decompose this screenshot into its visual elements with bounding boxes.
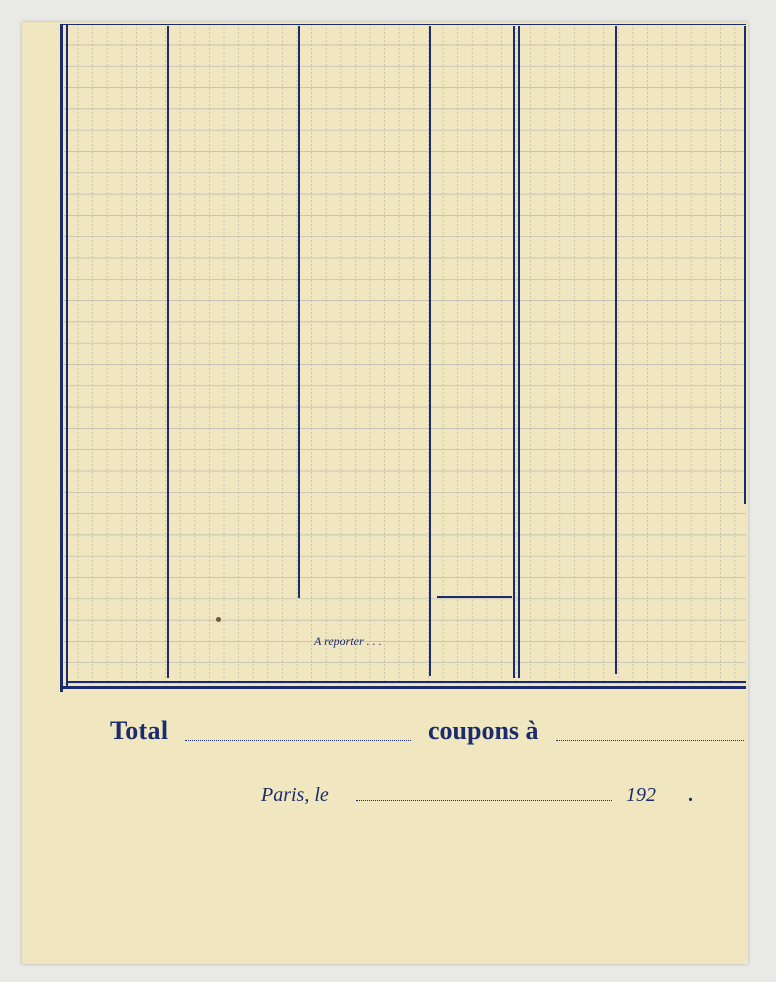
year-label: 192 bbox=[626, 784, 656, 806]
bottom-border-inner bbox=[66, 681, 746, 683]
left-border-outer bbox=[60, 24, 63, 692]
total-label: Total bbox=[110, 716, 169, 745]
bottom-border-outer bbox=[60, 686, 746, 689]
coupons-label: coupons à bbox=[428, 716, 539, 745]
column-rule-3 bbox=[429, 26, 431, 676]
closing-period: . bbox=[688, 784, 693, 806]
column-rule-2 bbox=[298, 26, 300, 598]
coupons-field[interactable] bbox=[556, 740, 744, 741]
subtotal-rule bbox=[437, 596, 512, 598]
ink-stain bbox=[216, 617, 221, 622]
column-rule-6 bbox=[744, 26, 746, 504]
left-border-inner bbox=[66, 24, 68, 686]
column-rule-4a bbox=[513, 26, 515, 678]
column-rule-5 bbox=[615, 26, 617, 674]
column-rule-1 bbox=[167, 26, 169, 678]
total-field[interactable] bbox=[185, 740, 411, 741]
date-field[interactable] bbox=[356, 800, 612, 801]
reporter-label: A reporter . . . bbox=[314, 634, 382, 648]
top-border bbox=[60, 24, 746, 25]
column-rule-4b bbox=[518, 26, 520, 678]
paris-label: Paris, le bbox=[261, 784, 329, 806]
